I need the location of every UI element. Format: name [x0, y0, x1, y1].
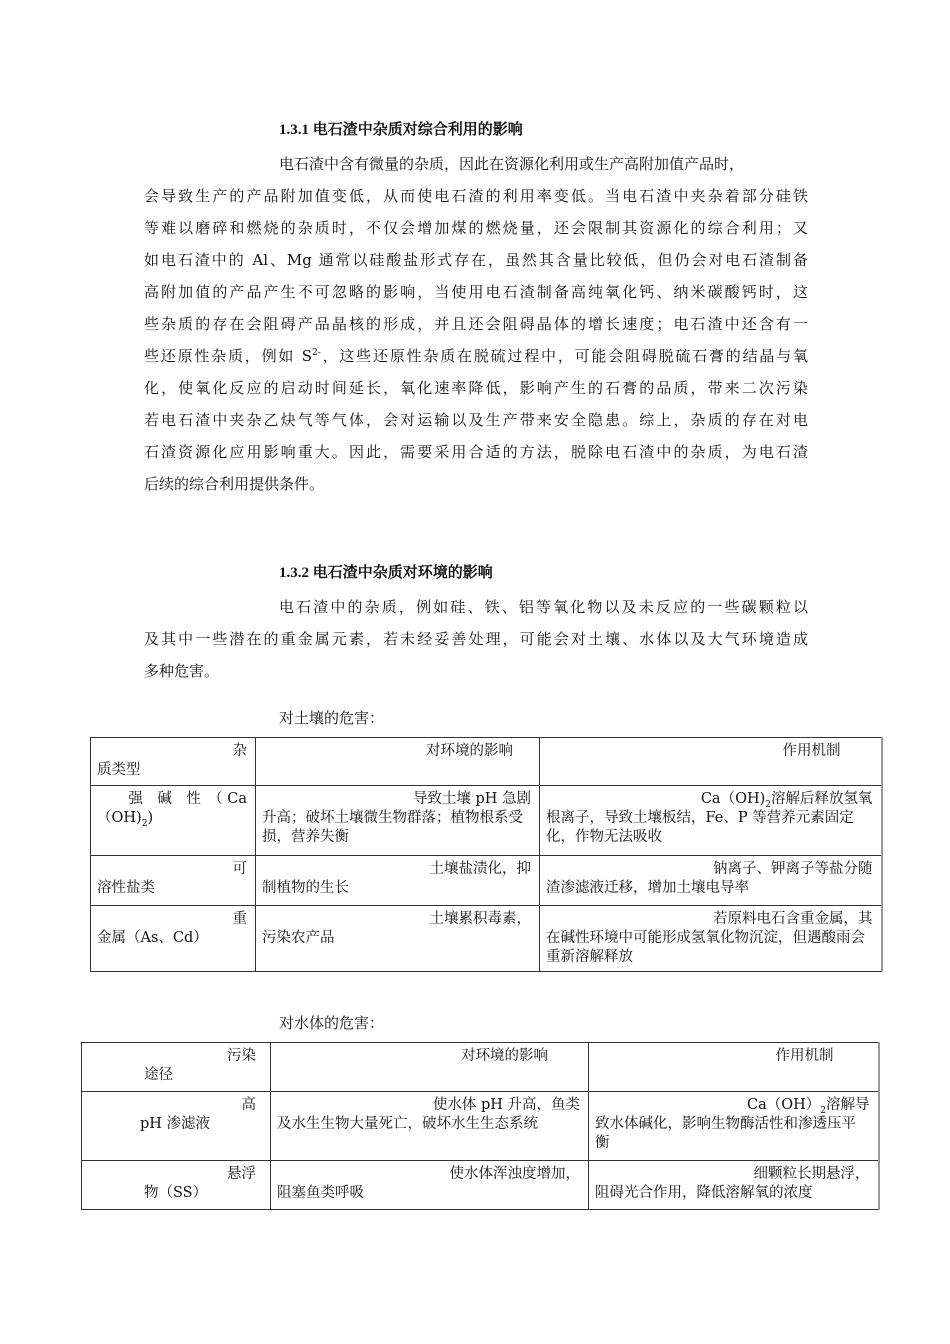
cell-text: 污染农产品 [262, 930, 335, 946]
cell-text: 溶性盐类 [97, 880, 155, 896]
cell-text: 强 碱 性 （ Ca [128, 791, 247, 807]
paragraph-line-with-sulfide [144, 340, 808, 372]
table-row [91, 856, 882, 906]
cell-text: 阻碍光合作用，降低溶解氧的浓度 [595, 1185, 813, 1201]
cell-text: 可 [232, 861, 247, 877]
cell-text: 在碱性环境中可能形成氢氧化物沉淀，但遇酸雨会重新溶解释放 [546, 930, 865, 965]
subscript: 2 [141, 818, 148, 829]
table-row [91, 906, 882, 972]
paragraph-line: 高附加值的产品产生不可忽略的影响，当使用电石渣制备高纯氧化钙、纳米碳酸钙时，这 [144, 283, 808, 301]
cell-text: 若原料电石含重金属，其 [713, 911, 873, 927]
cell-text: 渣渗滤液迁移，增加土壤电导率 [546, 880, 749, 896]
cell-impurity-type [91, 856, 256, 906]
header-cell-pollution-route [82, 1043, 271, 1092]
paragraph-line: 多种危害。 [144, 662, 220, 680]
cell-text: 根离子，导致土壤板结，Fe、P 等营养元素固定化，作物无法吸收 [546, 810, 854, 845]
cell-text: 阻塞鱼类呼吸 [277, 1185, 364, 1201]
cell-environmental-impact [256, 856, 540, 906]
cell-text: 细颗粒长期悬浮， [753, 1166, 870, 1182]
cell-text: 高 [241, 1097, 256, 1113]
cell-impurity-type [91, 906, 256, 972]
header-text: 作用机制 [775, 1048, 834, 1064]
cell-environmental-impact [271, 1161, 589, 1210]
paragraph-line: 些杂质的存在会阻碍产品晶核的形成，并且还会阻碍晶体的增长速度；电石渣中还含有一 [144, 315, 808, 333]
paragraph-line: 及其中一些潜在的重金属元素，若未经妥善处理，可能会对土壤、水体以及大气环境造成 [144, 630, 808, 648]
cell-text: 制植物的生长 [262, 880, 349, 896]
cell-text: 使水体浑浊度增加， [449, 1166, 580, 1182]
header-text: 质类型 [97, 762, 141, 778]
cell-impurity-type [91, 786, 256, 856]
header-text: 杂 [232, 743, 247, 759]
cell-environmental-impact [271, 1092, 589, 1161]
cell-pollution-route [82, 1092, 271, 1161]
cell-text: 及水生生物大量死亡，破坏水生生态系统 [277, 1116, 538, 1132]
table-header-row [91, 738, 882, 786]
water-table-caption: 对水体的危害： [279, 1014, 385, 1032]
paragraph-line: 电石渣中含有微量的杂质，因此在资源化利用或生产高附加值产品时， [279, 155, 745, 173]
cell-pollution-route [82, 1161, 271, 1210]
text-fragment: ，这些还原性杂质在脱硫过程中，可能会阻碍脱硫石膏的结晶与氧 [320, 347, 808, 365]
cell-mechanism [540, 906, 882, 972]
cell-mechanism [540, 786, 882, 856]
table-header-row [82, 1043, 879, 1092]
cell-text: 升高；破坏土壤微生物群落；植物根系受损，营养失衡 [262, 810, 523, 845]
subscript: 2 [820, 1105, 826, 1116]
cell-text: 使水体 pH 升高，鱼类 [432, 1097, 580, 1113]
cell-environmental-impact [256, 906, 540, 972]
header-cell-mechanism [540, 738, 882, 786]
superscript-charge: 2- [312, 348, 321, 358]
cell-text: 导致土壤 pH 急剧 [412, 791, 531, 807]
cell-mechanism [589, 1161, 879, 1210]
paragraph-line: 后续的综合利用提供条件。 [144, 475, 325, 493]
paragraph-line: 若电石渣中夹杂乙炔气等气体，会对运输以及生产带来安全隐患。综上，杂质的存在对电 [144, 411, 808, 429]
header-text: 作用机制 [782, 743, 841, 759]
section-1-3-1-paragraph [144, 148, 808, 500]
cell-text [546, 790, 873, 809]
table-row [82, 1092, 879, 1161]
header-cell-environmental-impact [256, 738, 540, 786]
text-fragment: （OH) [97, 810, 142, 826]
header-cell-impurity-type [91, 738, 256, 786]
paragraph-line: 化，使氧化反应的启动时间延长，氧化速率降低，影响产生的石膏的品质，带来二次污染 [144, 379, 808, 397]
text-fragment: 溶解导 [826, 1097, 870, 1113]
soil-table-caption: 对土壤的危害： [279, 709, 385, 727]
text-fragment: Ca（OH) [700, 791, 766, 807]
paragraph-line: 石渣资源化应用影响重大。因此，需要采用合适的方法，脱除电石渣中的杂质，为电石渣 [144, 443, 808, 461]
cell-environmental-impact [256, 786, 540, 856]
text-fragment: 溶解后释放氢氧 [771, 791, 873, 807]
header-text: 对环境的影响 [461, 1048, 548, 1064]
section-heading-1-3-1: 1.3.1 电石渣中杂质对综合利用的影响 [279, 122, 523, 138]
table-row [91, 786, 882, 856]
table-row [82, 1161, 879, 1210]
section-1-3-2-paragraph [144, 591, 808, 687]
header-text: 对环境的影响 [426, 743, 513, 759]
water-hazard-table [81, 1042, 880, 1210]
soil-hazard-table [90, 737, 883, 972]
text-fragment: Ca（OH） [746, 1097, 821, 1113]
cell-text: 致水体碱化，影响生物酶活性和渗透压平衡 [595, 1116, 856, 1151]
paragraph-line: 电石渣中的杂质，例如硅、铁、铝等氧化物以及未反应的一些碳颗粒以 [279, 598, 808, 616]
cell-text [595, 1096, 870, 1115]
paragraph-line: 等难以磨碎和燃烧的杂质时，不仅会增加煤的燃烧量，还会限制其资源化的综合利用；又 [144, 219, 808, 237]
cell-text: 悬浮 [227, 1166, 256, 1182]
cell-mechanism [540, 856, 882, 906]
cell-text: 土壤累积毒素， [429, 911, 531, 927]
section-heading-1-3-2: 1.3.2 电石渣中杂质对环境的影响 [279, 565, 493, 581]
header-text: 污染 [227, 1048, 256, 1064]
text-fragment: 些还原性杂质，例如 S [144, 347, 313, 365]
cell-text [97, 809, 247, 828]
cell-text: 重 [232, 911, 247, 927]
cell-text: 金属（As、Cd） [97, 930, 208, 946]
cell-text: 物（SS） [144, 1185, 208, 1201]
header-text: 途径 [144, 1067, 173, 1083]
cell-mechanism [589, 1092, 879, 1161]
paragraph-line: 会导致生产的产品附加值变低，从而使电石渣的利用率变低。当电石渣中夹杂着部分硅铁 [144, 187, 808, 205]
text-fragment: ) [147, 810, 154, 826]
paragraph-line: 如电石渣中的 Al、Mg 通常以硅酸盐形式存在，虽然其含量比较低，但仍会对电石渣制备 [144, 251, 808, 269]
subscript: 2 [765, 799, 771, 810]
cell-text: pH 渗滤液 [140, 1116, 211, 1132]
header-cell-environmental-impact [271, 1043, 589, 1092]
cell-text: 钠离子、钾离子等盐分随 [713, 861, 873, 877]
cell-text: 土壤盐渍化，抑 [429, 861, 531, 877]
header-cell-mechanism [589, 1043, 879, 1092]
